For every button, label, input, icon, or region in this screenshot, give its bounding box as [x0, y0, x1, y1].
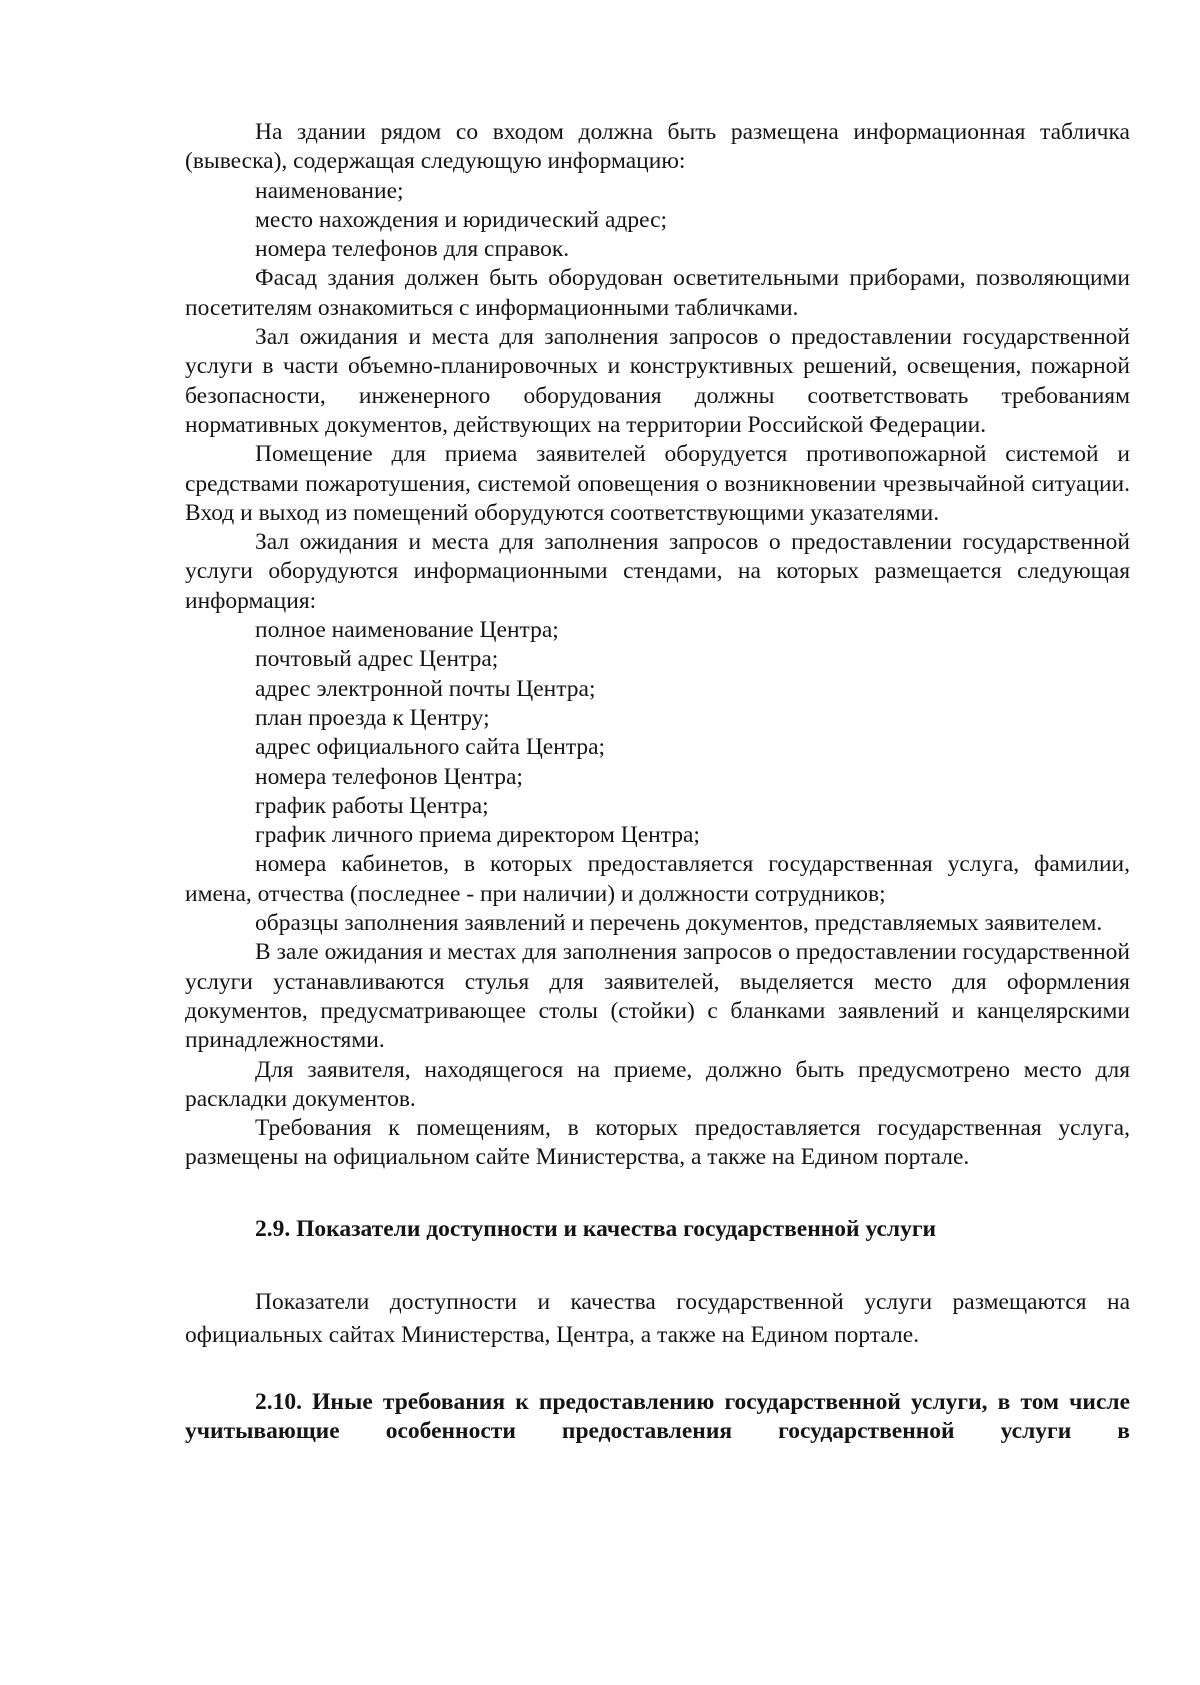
paragraph-info-stands: Зал ожидания и места для заполнения запросов о предоставлении государственной услуги оборудуются информационными стендами, на которых размещается следующая информация: — [185, 529, 1130, 614]
paragraph-chairs: В зале ожидания и местах для заполнения запросов о предоставлении государственной услуги устанавливаются стулья для заявителей, выделяется место для оформления документов, предусматривающее столы (стойки) с бланками заявлений и канцелярскими принадлежностями. — [185, 939, 1130, 1054]
list-item: почтовый адрес Центра; — [255, 646, 499, 673]
list-item: номера кабинетов, в которых предоставляется государственная услуга, фамилии, имена, отчества (последнее - при наличии) и должности сотрудников; — [185, 851, 1130, 907]
list-item: образцы заполнения заявлений и перечень документов, представляемых заявителем. — [255, 910, 1103, 937]
list-item: номера телефонов Центра; — [255, 763, 523, 790]
section-text-2-9: Показатели доступности и качества государственной услуги размещаются на официальных сайтах Министерства, Центра, а также на Едином портале. — [185, 1288, 1130, 1348]
document-body — [185, 118, 1130, 1447]
paragraph-facade: Фасад здания должен быть оборудован осветительными приборами, позволяющими посетителям ознакомиться с информационными табличками. — [185, 265, 1130, 321]
paragraph-fire-safety: Помещение для приема заявителей оборудуется противопожарной системой и средствами пожаротушения, системой оповещения о возникновении чрезвычайной ситуации. Вход и выход из помещений оборудуются соответствующими указателями. — [185, 441, 1130, 526]
list-item: номера телефонов для справок. — [255, 236, 570, 263]
paragraph-document-space: Для заявителя, находящегося на приеме, должно быть предусмотрено место для раскладки документов. — [185, 1056, 1130, 1112]
section-heading-2-10: 2.10. Иные требования к предоставлению государственной услуги, в том числе учитывающие особенности предоставления государственной услуги в — [185, 1388, 1130, 1445]
list-item: график работы Центра; — [255, 792, 489, 819]
list-item: график личного приема директором Центра; — [255, 822, 700, 849]
list-item: наименование; — [255, 177, 404, 204]
list-item: план проезда к Центру; — [255, 704, 490, 731]
section-heading-2-9: 2.9. Показатели доступности и качества государственной услуги — [255, 1215, 937, 1242]
list-item: место нахождения и юридический адрес; — [255, 206, 668, 233]
paragraph-signage: На здании рядом со входом должна быть размещена информационная табличка (вывеска), содержащая следующую информацию: — [185, 119, 1130, 175]
list-item: полное наименование Центра; — [255, 617, 559, 644]
paragraph-waiting-hall: Зал ожидания и места для заполнения запросов о предоставлении государственной услуги в части объемно-планировочных и конструктивных решений, освещения, пожарной безопасности, инженерного оборудования должны соответствовать требованиям нормативных документов, действующих на территории Российской Федерации. — [185, 324, 1130, 438]
paragraph-requirements: Требования к помещениям, в которых предоставляется государственная услуга, размещены на официальном сайте Министерства, а также на Едином портале. — [185, 1115, 1130, 1171]
list-item: адрес официального сайта Центра; — [255, 734, 606, 761]
list-item: адрес электронной почты Центра; — [255, 675, 596, 702]
